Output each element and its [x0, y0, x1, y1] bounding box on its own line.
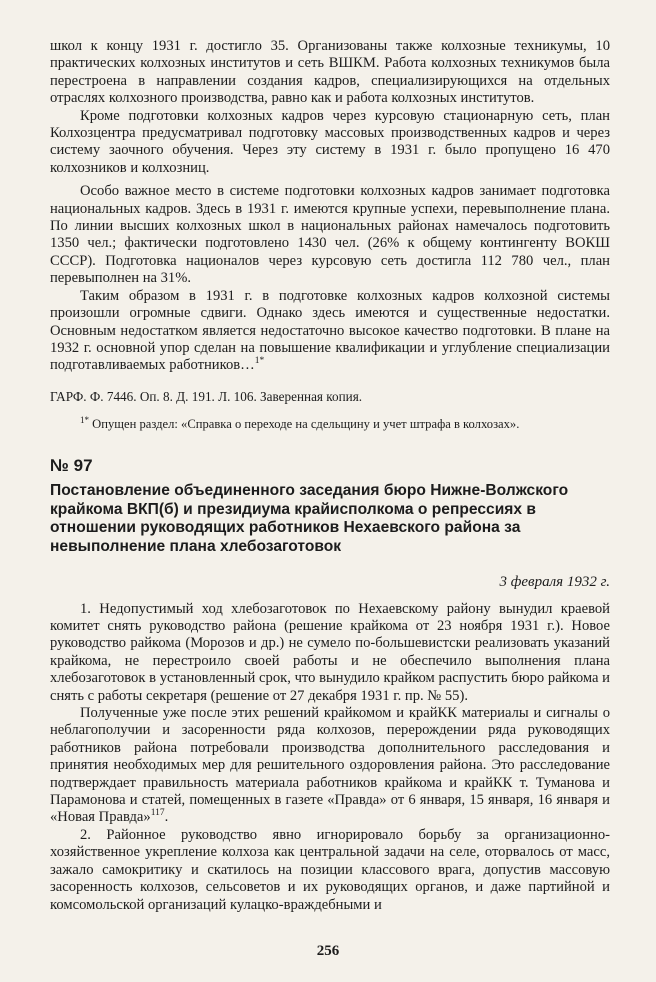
footnote	[50, 414, 610, 433]
paragraph-continued-1: школ к концу 1931 г. достигло 35. Организованы также колхозные техникумы, 10 практических колхозных институтов и сеть ВШКМ. Работа колхозных техникумов была перестроена в направлении создания кадров, специализирующихся на отдельных отраслях колхозного производства, равно как и работа колхозных институтов.	[50, 38, 610, 107]
document-paragraph-2-text: Полученные уже после этих решений крайкомом и крайКК материалы и сигналы о неблагополучии и засоренности ряда колхозов, перерождении ряда руководящих работников района потребовали производства дополнительного расследования и принятия необходимых мер для решительного оздоровления района. Это расследование подтверждает правильность материала работников крайкома и крайКК т. Туманова и Парамонова и статей, помещенных в газете «Правда» от 6 января, 15 января, 16 января и «Новая Правда»	[50, 705, 610, 826]
page-number: 256	[316, 943, 340, 959]
document-paragraph-1: 1. Недопустимый ход хлебозаготовок по Нехаевскому району вынудил краевой комитет снять руководство района (решение крайкома от 23 ноября 1931 г.). Новое руководство райкома (Морозов и др.) не сумело по-большевистски реализовать указаний крайкома, не перестроило своей работы и не обеспечило выполнения плана хлебозаготовок в установленный срок, что вынудило крайком распустить бюро райкома и снять с работы секретаря (решение от 27 декабря 1931 г. пр. № 55).	[50, 600, 610, 704]
document-number: № 97	[50, 456, 93, 476]
paragraph-continued-4-text: Таким образом в 1931 г. в подготовке колхозных кадров колхозной системы произошли огромные сдвиги. Однако здесь имеются и существенные недостатки. Основным недостатком является недостаточно высокое качество подготовки. В плане на 1932 г. основной упор сделан на повышение квалификации и углубление специализации подготавливаемых работников…	[50, 287, 610, 374]
document-paragraph-2-end: .	[164, 809, 169, 826]
endnote-reference: 117	[150, 808, 165, 819]
document-title: Постановление объединенного заседания бюро Нижне-Волжского крайкома ВКП(б) и президиума крайисполкома о репрессиях в отношении руководящих работников Нехаевского района за невыполнение плана хлебозаготовок	[50, 482, 569, 555]
paragraph-continued-3: Особо важное место в системе подготовки колхозных кадров занимает подготовка национальных кадров. Здесь в 1931 г. имеются крупные успехи, перевыполнение плана. По линии высших колхозных школ в национальных районах намечалось подготовить 1350 чел.; фактически подготовлено 1430 чел. (26% к общему контингенту ВОКШ СССР). Подготовка националов через курсовую сеть достигла 112 780 чел., план перевыполнен на 31%.	[50, 183, 610, 287]
footnote-reference: 1*	[254, 356, 265, 367]
footnote-text: Опущен раздел: «Справка о переходе на сдельщину и учет штрафа в колхозах».	[92, 416, 520, 431]
paragraph-continued-4	[50, 288, 610, 375]
document-paragraph-2	[50, 705, 610, 827]
footnote-mark: 1*	[80, 414, 89, 425]
archive-source-line: ГАРФ. Ф. 7446. Оп. 8. Д. 191. Л. 106. Заверенная копия.	[50, 388, 363, 404]
document-date: 3 февраля 1932 г.	[499, 573, 610, 590]
paragraph-continued-2: Кроме подготовки колхозных кадров через курсовую стационарную сеть, план Колхозцентра предусматривал подготовку массовых производственных кадров и через систему заочного обучения. Через эту систему в 1931 г. было пропущено 16 470 колхозников и колхозниц.	[50, 107, 610, 176]
continued-section	[50, 38, 610, 375]
document-paragraph-3: 2. Районное руководство явно игнорировало борьбу за организационно-хозяйственное укрепление колхоза как центральной задачи на селе, оторвалось от масс, зажало самокритику и скатилось на позиции классового врага, допустив массовую засоренность колхозов, сельсоветов и их руководящих органов, и даже партийной и комсомольской организаций кулацко-враждебными и	[50, 826, 610, 913]
document-body	[50, 601, 610, 914]
